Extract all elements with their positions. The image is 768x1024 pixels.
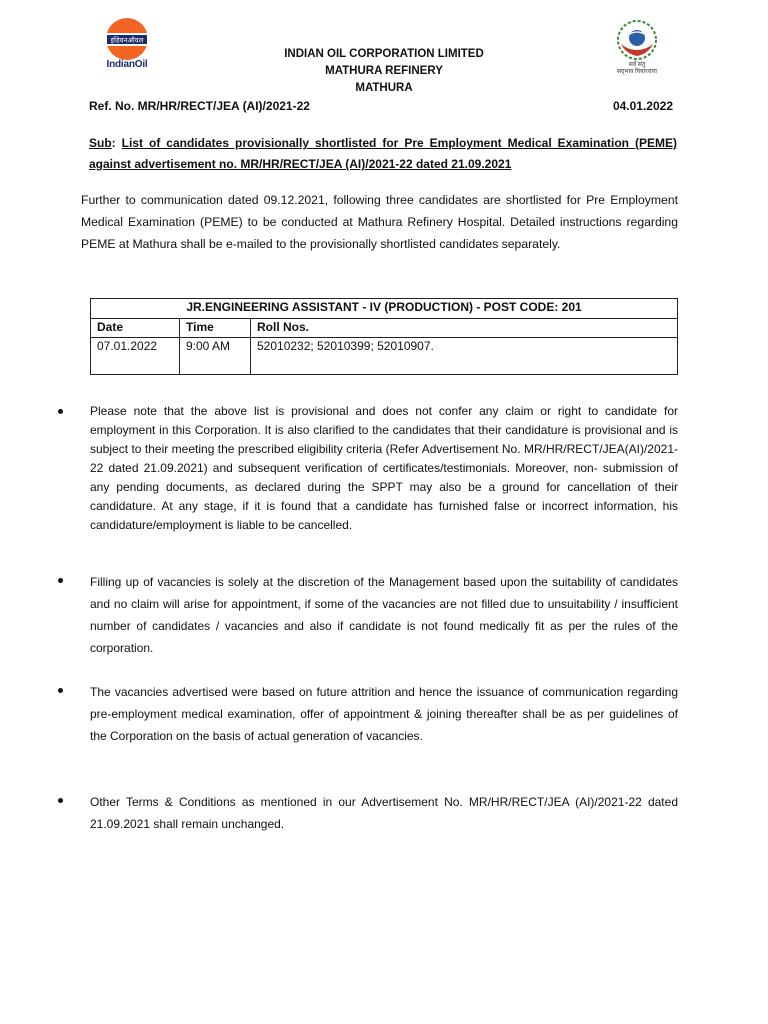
cell-time: 9:00 AM [180,338,251,375]
list-item [58,402,678,535]
subject-label: Sub [89,136,112,150]
subject-text: List of candidates provisionally shortlisted for Pre Employment Medical Examination (PEME) against advertisement no. MR/HR/RECT/JEA (AI)/2021-22 dated 21.09.2021 [89,136,677,171]
organization-heading [234,46,534,97]
column-header-time: Time [180,319,251,338]
refinery-emblem-logo [606,18,668,82]
indianoil-logo-text: IndianOil [106,59,148,70]
cell-date: 07.01.2022 [91,338,180,375]
reference-number: Ref. No. MR/HR/RECT/JEA (AI)/2021-22 [89,99,310,113]
bullet-text: Please note that the above list is provisional and does not confer any claim or right to candidate for employment in this Corporation. It is also clarified to the candidates that their candidature is provisional and is subject to their meeting the prescribed eligibility criteria (Refer Advertisement No. MR/HR/RECT/JEA(AI)/2021-22 dated 21.09.2021) and subsequent verification of certificates/testimonials. Moreover, non- submission of any pending documents, as declared during the SPPT may also be a ground for cancellation of their candidature. At any stage, if it is found that a candidate has furnished false or incorrect information, his candidature/employment is liable to be cancelled. [90,404,678,532]
indianoil-hindi-text: इंडियनऑयल [110,36,144,45]
table-title-row [91,299,678,319]
table-title: JR.ENGINEERING ASSISTANT - IV (PRODUCTION) - POST CODE: 201 [91,299,678,319]
subject-colon: : [111,136,116,150]
bullet-dot-icon [58,409,63,414]
table-row [91,338,678,375]
org-unit: MATHURA REFINERY [325,65,443,77]
peme-schedule-table [90,298,678,375]
bullet-dot-icon [58,798,63,803]
letter-date: 04.01.2022 [612,99,673,113]
org-city: MATHURA [355,82,413,94]
bullet-text: Filling up of vacancies is solely at the discretion of the Management based upon the suitability of candidates and no claim will arise for appointment, if some of the vacancies are not filled due to unsuitability / insufficient number of candidates / vacancies and also if candidate is not found medically fit as per the rules of the corporation. [90,575,678,655]
intro-paragraph: Further to communication dated 09.12.2021, following three candidates are shortlisted for Pre Employment Medical Examination (PEME) to be conducted at Mathura Refinery Hospital. Detailed instructions regarding PEME at Mathura shall be e-mailed to the provisionally shortlisted candidates separately. [81,193,678,251]
bullet-text: Other Terms & Conditions as mentioned in our Advertisement No. MR/HR/RECT/JEA (AI)/2021-22 dated 21.09.2021 shall remain unchanged. [90,795,678,831]
subject-line [89,133,677,175]
bullet-dot-icon [58,578,63,583]
org-name: INDIAN OIL CORPORATION LIMITED [284,48,484,60]
indianoil-logo [88,17,166,77]
column-header-roll-nos: Roll Nos. [251,319,678,338]
reference-line [89,99,677,117]
bullet-dot-icon [58,688,63,693]
cell-roll-nos: 52010232; 52010399; 52010907. [251,338,678,375]
column-header-date: Date [91,319,180,338]
emblem-caption-1: सर्वे संतु [628,62,646,68]
emblem-caption-2: सद्‌भाव विचारधारा [617,69,657,75]
list-item [58,791,678,835]
bullet-text: The vacancies advertised were based on future attrition and hence the issuance of communication regarding pre-employment medical examination, offer of appointment & joining thereafter shall be as per guidelines of the Corporation on the basis of actual generation of vacancies. [90,685,678,743]
list-item [58,681,678,747]
hands-globe-emblem-icon [612,18,662,62]
list-item [58,571,678,659]
table-header-row [91,319,678,338]
indianoil-emblem-icon [98,17,156,61]
